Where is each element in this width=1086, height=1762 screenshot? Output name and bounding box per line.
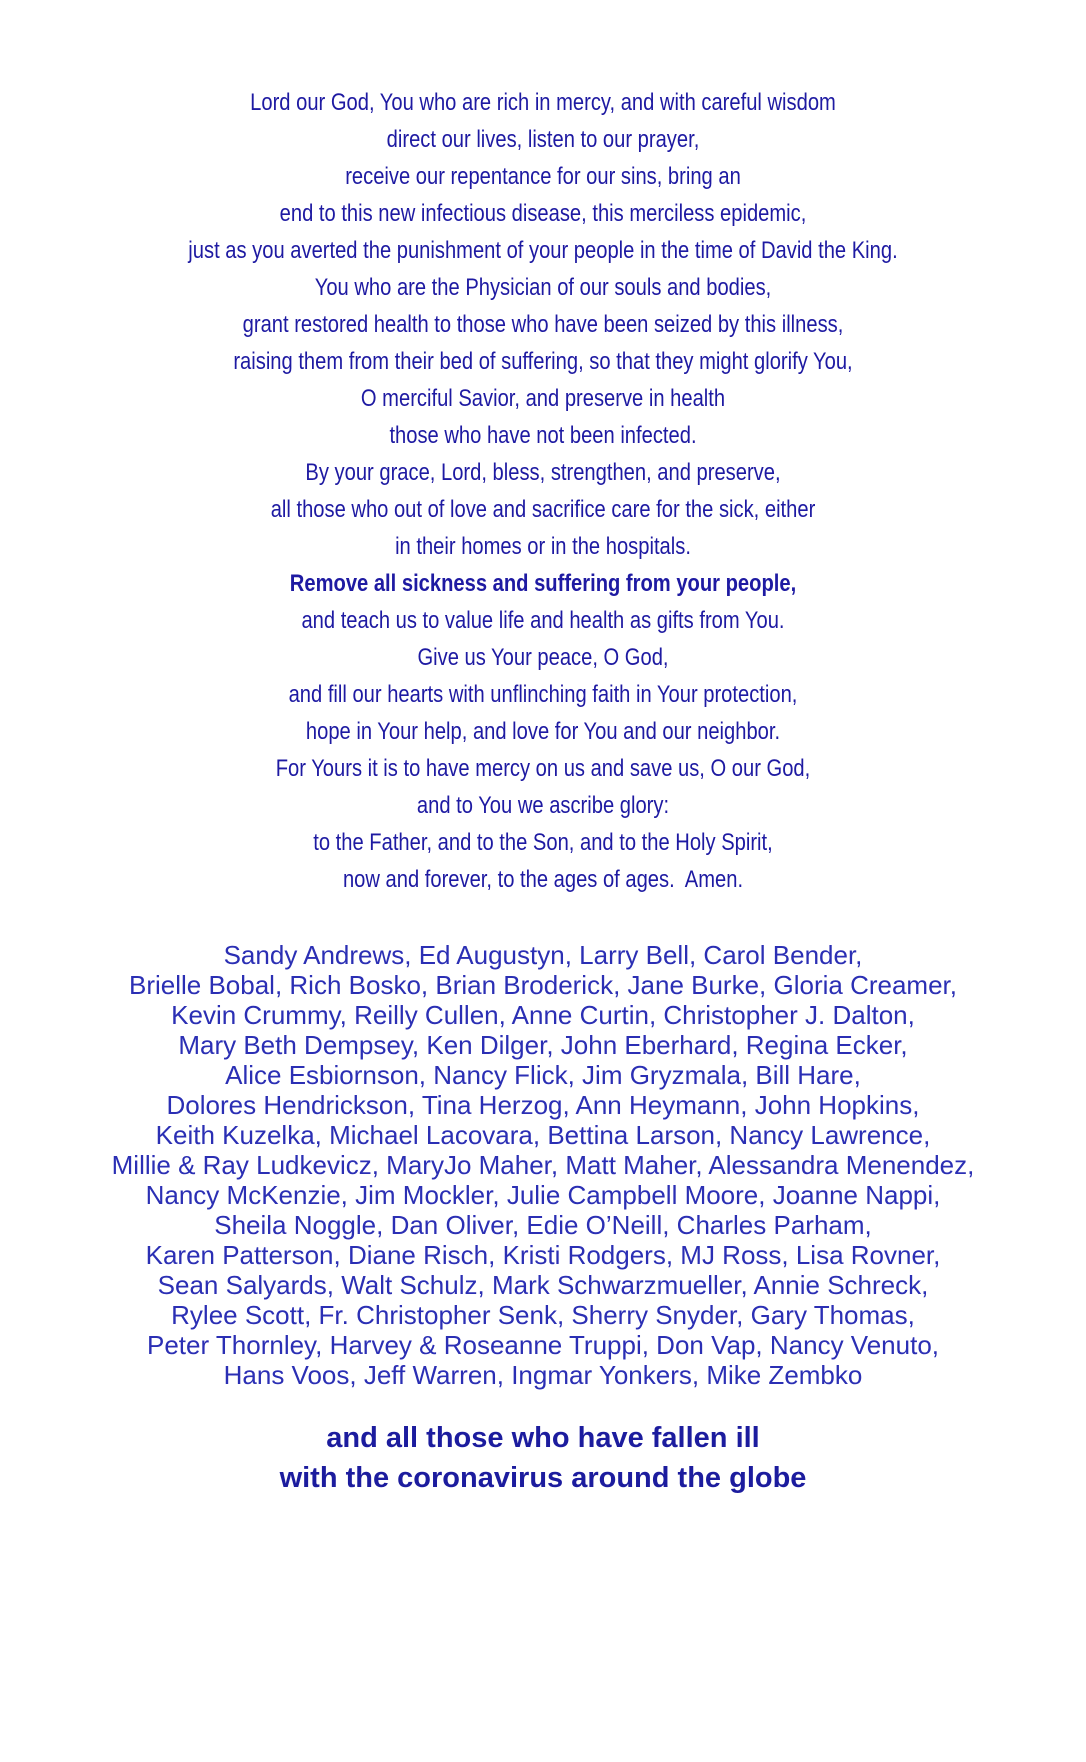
prayer-line: end to this new infectious disease, this merciless epidemic, (279, 200, 807, 227)
closing-dedication (0, 1418, 1086, 1498)
prayer-line: now and forever, to the ages of ages. Amen. (342, 866, 744, 893)
names-line: Kevin Crummy, Reilly Cullen, Anne Curtin, Christopher J. Dalton, (171, 1000, 915, 1030)
names-line: Sean Salyards, Walt Schulz, Mark Schwarzmueller, Annie Schreck, (157, 1270, 929, 1300)
prayer-line-emphasis: Remove all sickness and suffering from your people, (289, 570, 797, 597)
names-line: Millie & Ray Ludkevicz, MaryJo Maher, Matt Maher, Alessandra Menendez, (111, 1150, 975, 1180)
prayer-line: O merciful Savior, and preserve in health (360, 385, 726, 412)
prayer-line: Give us Your peace, O God, (417, 644, 669, 671)
prayer-line: and fill our hearts with unflinching faith in Your protection, (288, 681, 798, 708)
prayer-line: and to You we ascribe glory: (416, 792, 670, 819)
names-line: Mary Beth Dempsey, Ken Dilger, John Eberhard, Regina Ecker, (178, 1030, 908, 1060)
names-line: Hans Voos, Jeff Warren, Ingmar Yonkers, Mike Zembko (223, 1360, 863, 1390)
prayer-line: By your grace, Lord, bless, strengthen, and preserve, (305, 459, 781, 486)
names-line: Nancy McKenzie, Jim Mockler, Julie Campbell Moore, Joanne Nappi, (145, 1180, 941, 1210)
prayer-line: grant restored health to those who have been seized by this illness, (242, 311, 844, 338)
prayer-line: in their homes or in the hospitals. (395, 533, 691, 560)
names-line: Peter Thornley, Harvey & Roseanne Truppi, Don Vap, Nancy Venuto, (147, 1330, 939, 1360)
names-list (0, 940, 1086, 1390)
prayer-line: to the Father, and to the Son, and to the Holy Spirit, (313, 829, 773, 856)
names-line: Keith Kuzelka, Michael Lacovara, Bettina Larson, Nancy Lawrence, (155, 1120, 931, 1150)
prayer-line: just as you averted the punishment of your people in the time of David the King. (188, 237, 898, 264)
prayer-line: all those who out of love and sacrifice care for the sick, either (270, 496, 816, 523)
closing-line: with the coronavirus around the globe (279, 1462, 807, 1494)
prayer-line: receive our repentance for our sins, bring an (345, 163, 741, 190)
prayer-line: hope in Your help, and love for You and our neighbor. (305, 718, 781, 745)
names-line: Dolores Hendrickson, Tina Herzog, Ann Heymann, John Hopkins, (166, 1090, 920, 1120)
prayer-line: Lord our God, You who are rich in mercy, and with careful wisdom (250, 89, 836, 116)
prayer-line: For Yours it is to have mercy on us and save us, O our God, (275, 755, 811, 782)
names-line: Sheila Noggle, Dan Oliver, Edie O’Neill, Charles Parham, (214, 1210, 872, 1240)
prayer-text (87, 84, 999, 898)
names-line: Sandy Andrews, Ed Augustyn, Larry Bell, Carol Bender, (223, 940, 863, 970)
names-line: Rylee Scott, Fr. Christopher Senk, Sherry Snyder, Gary Thomas, (171, 1300, 915, 1330)
prayer-line: raising them from their bed of suffering, so that they might glorify You, (233, 348, 853, 375)
prayer-line: direct our lives, listen to our prayer, (386, 126, 700, 153)
names-line: Karen Patterson, Diane Risch, Kristi Rodgers, MJ Ross, Lisa Rovner, (145, 1240, 941, 1270)
closing-line: and all those who have fallen ill (326, 1422, 760, 1454)
prayer-line: those who have not been infected. (389, 422, 697, 449)
prayer-page (0, 84, 1086, 1762)
names-line: Alice Esbiornson, Nancy Flick, Jim Gryzmala, Bill Hare, (225, 1060, 861, 1090)
prayer-line: and teach us to value life and health as gifts from You. (301, 607, 785, 634)
prayer-line: You who are the Physician of our souls and bodies, (314, 274, 772, 301)
names-line: Brielle Bobal, Rich Bosko, Brian Broderick, Jane Burke, Gloria Creamer, (128, 970, 957, 1000)
